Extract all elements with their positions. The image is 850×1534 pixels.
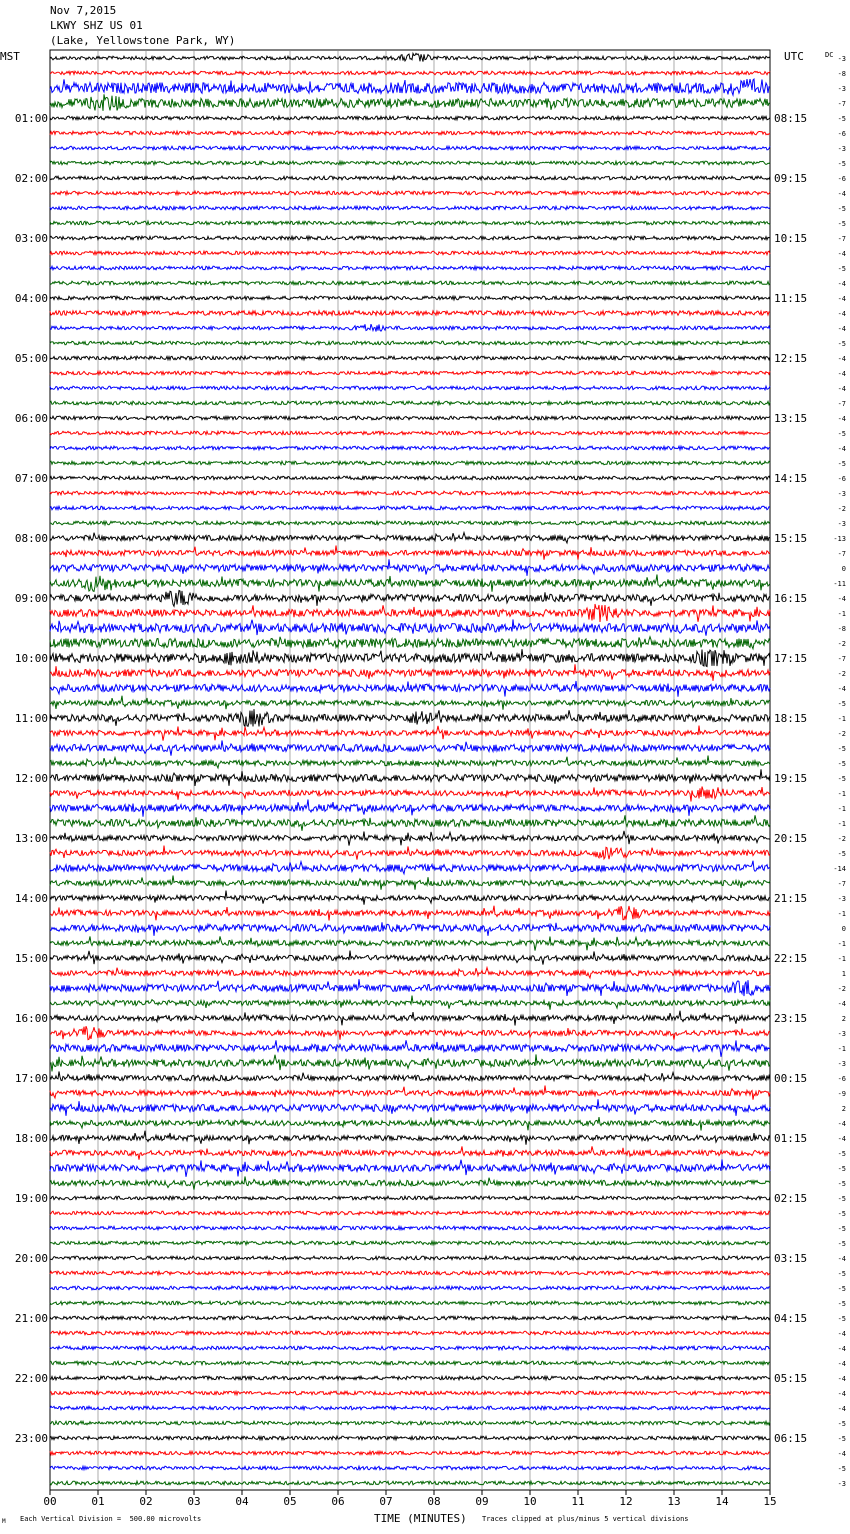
- trace-93: [50, 1451, 770, 1455]
- dc-offset-label: -2: [837, 730, 846, 738]
- x-tick-label: 07: [379, 1495, 393, 1508]
- dc-offset-label: -4: [837, 280, 846, 288]
- dc-offset-label: -7: [837, 655, 846, 663]
- trace-33: [50, 546, 770, 560]
- trace-8: [50, 176, 770, 180]
- dc-offset-label: -2: [837, 670, 846, 678]
- trace-66: [50, 1040, 770, 1057]
- right-hour-label: 09:15: [774, 172, 808, 185]
- dc-offset-label: -4: [837, 1255, 846, 1263]
- trace-13: [50, 251, 770, 255]
- dc-offset-label: -1: [837, 820, 846, 828]
- trace-83: [50, 1301, 770, 1305]
- right-hour-label: 10:15: [774, 232, 808, 245]
- trace-56: [50, 891, 770, 905]
- left-hour-label: 04:00: [14, 292, 48, 305]
- trace-9: [50, 191, 770, 195]
- dc-header-label: DC: [825, 51, 834, 59]
- trace-42: [50, 681, 770, 697]
- right-hour-label: 01:15: [774, 1132, 808, 1145]
- dc-offset-label: -1: [837, 715, 846, 723]
- right-hour-label: 11:15: [774, 292, 808, 305]
- trace-16: [50, 296, 770, 300]
- dc-offset-label: -4: [837, 295, 846, 303]
- right-hour-label: 05:15: [774, 1372, 808, 1385]
- trace-36: [50, 591, 770, 607]
- trace-12: [50, 236, 770, 240]
- dc-offset-label: -3: [837, 145, 846, 153]
- dc-offset-label: -5: [837, 1195, 846, 1203]
- trace-38: [50, 619, 770, 635]
- x-tick-label: 04: [235, 1495, 249, 1508]
- left-hour-label: 06:00: [14, 412, 48, 425]
- trace-57: [50, 906, 770, 921]
- x-tick-label: 13: [667, 1495, 681, 1508]
- trace-85: [50, 1331, 770, 1335]
- dc-offset-label: -5: [837, 1300, 846, 1308]
- trace-19: [50, 341, 770, 345]
- trace-67: [50, 1054, 770, 1071]
- dc-offset-label: -2: [837, 640, 846, 648]
- trace-75: [50, 1177, 770, 1190]
- dc-offset-label: -3: [837, 520, 846, 528]
- x-tick-label: 15: [763, 1495, 777, 1508]
- dc-offset-label: 0: [841, 565, 846, 573]
- date-label: Nov 7,2015: [50, 4, 117, 17]
- trace-5: [50, 131, 770, 135]
- trace-61: [50, 968, 770, 978]
- right-hour-label: 12:15: [774, 352, 808, 365]
- trace-90: [50, 1406, 770, 1410]
- dc-offset-label: -4: [837, 370, 846, 378]
- dc-offset-label: -5: [837, 115, 846, 123]
- dc-offset-label: -5: [837, 1165, 846, 1173]
- trace-39: [50, 637, 770, 649]
- dc-offset-label: -4: [837, 385, 846, 393]
- dc-offset-label: -4: [837, 250, 846, 258]
- trace-26: [50, 446, 770, 450]
- right-hour-label: 02:15: [774, 1192, 808, 1205]
- trace-30: [50, 506, 770, 510]
- left-hour-label: 05:00: [14, 352, 48, 365]
- trace-72: [50, 1131, 770, 1145]
- dc-offset-label: -9: [837, 1090, 846, 1098]
- dc-offset-label: -2: [837, 505, 846, 513]
- trace-71: [50, 1117, 770, 1130]
- trace-35: [50, 575, 770, 592]
- dc-offset-label: -4: [837, 190, 846, 198]
- trace-7: [50, 161, 770, 165]
- trace-94: [50, 1466, 770, 1470]
- dc-offset-label: -5: [837, 1270, 846, 1278]
- dc-offset-label: -5: [837, 1285, 846, 1293]
- right-hour-label: 20:15: [774, 832, 808, 845]
- trace-88: [50, 1376, 770, 1380]
- left-hour-label: 19:00: [14, 1192, 48, 1205]
- right-hour-label: 06:15: [774, 1432, 808, 1445]
- dc-offset-label: -4: [837, 1135, 846, 1143]
- trace-69: [50, 1086, 770, 1100]
- left-hour-label: 15:00: [14, 952, 48, 965]
- dc-offset-label: -5: [837, 220, 846, 228]
- trace-91: [50, 1421, 770, 1425]
- trace-74: [50, 1159, 770, 1176]
- left-hour-label: 18:00: [14, 1132, 48, 1145]
- x-tick-label: 14: [715, 1495, 729, 1508]
- x-tick-label: 11: [571, 1495, 585, 1508]
- dc-offset-label: -3: [837, 1480, 846, 1488]
- left-hour-label: 07:00: [14, 472, 48, 485]
- dc-offset-label: -13: [833, 535, 846, 543]
- trace-60: [50, 951, 770, 965]
- right-hour-label: 15:15: [774, 532, 808, 545]
- right-hour-label: 03:15: [774, 1252, 808, 1265]
- left-hour-label: 20:00: [14, 1252, 48, 1265]
- dc-offset-label: -4: [837, 685, 846, 693]
- dc-offset-label: -1: [837, 910, 846, 918]
- dc-offset-label: -1: [837, 1045, 846, 1053]
- dc-offset-label: -4: [837, 1120, 846, 1128]
- x-tick-label: 09: [475, 1495, 489, 1508]
- dc-offset-label: -5: [837, 460, 846, 468]
- x-axis-label: TIME (MINUTES): [374, 1512, 467, 1525]
- dc-offset-label: -4: [837, 595, 846, 603]
- dc-offset-label: -5: [837, 850, 846, 858]
- trace-17: [50, 311, 770, 315]
- clip-note: Traces clipped at plus/minus 5 vertical divisions: [482, 1515, 689, 1523]
- trace-77: [50, 1211, 770, 1215]
- trace-11: [50, 221, 770, 225]
- dc-offset-label: -3: [837, 490, 846, 498]
- x-tick-label: 00: [43, 1495, 57, 1508]
- right-hour-label: 16:15: [774, 592, 808, 605]
- trace-45: [50, 726, 770, 741]
- x-tick-label: 05: [283, 1495, 297, 1508]
- right-hour-label: 14:15: [774, 472, 808, 485]
- x-tick-label: 10: [523, 1495, 537, 1508]
- left-timezone-label: MST: [0, 50, 20, 63]
- dc-offset-label: -4: [837, 1405, 846, 1413]
- dc-offset-label: -1: [837, 805, 846, 813]
- dc-offset-label: -5: [837, 745, 846, 753]
- dc-offset-label: -5: [837, 700, 846, 708]
- location-label: (Lake, Yellowstone Park, WY): [50, 34, 236, 47]
- x-tick-label: 01: [91, 1495, 105, 1508]
- left-hour-label: 22:00: [14, 1372, 48, 1385]
- trace-3: [50, 94, 770, 111]
- dc-offset-label: -7: [837, 100, 846, 108]
- dc-offset-label: -4: [837, 415, 846, 423]
- trace-29: [50, 491, 770, 495]
- dc-offset-label: -6: [837, 130, 846, 138]
- trace-31: [50, 521, 770, 525]
- trace-81: [50, 1271, 770, 1275]
- dc-offset-label: -7: [837, 235, 846, 243]
- dc-offset-label: 0: [841, 925, 846, 933]
- trace-70: [50, 1099, 770, 1116]
- trace-73: [50, 1146, 770, 1159]
- trace-32: [50, 533, 770, 543]
- right-hour-label: 13:15: [774, 412, 808, 425]
- dc-offset-label: -4: [837, 445, 846, 453]
- trace-68: [50, 1072, 770, 1081]
- trace-63: [50, 996, 770, 1010]
- trace-78: [50, 1226, 770, 1230]
- dc-offset-label: -5: [837, 1435, 846, 1443]
- trace-28: [50, 476, 770, 480]
- trace-44: [50, 709, 770, 726]
- x-tick-label: 12: [619, 1495, 633, 1508]
- trace-22: [50, 386, 770, 390]
- trace-1: [50, 71, 770, 75]
- trace-47: [50, 756, 770, 769]
- trace-0: [50, 53, 770, 61]
- x-tick-label: 03: [187, 1495, 201, 1508]
- dc-offset-label: -4: [837, 310, 846, 318]
- trace-84: [50, 1316, 770, 1320]
- dc-offset-label: -1: [837, 955, 846, 963]
- right-hour-label: 21:15: [774, 892, 808, 905]
- dc-offset-label: 2: [841, 1105, 846, 1113]
- dc-offset-label: -1: [837, 790, 846, 798]
- left-hour-label: 02:00: [14, 172, 48, 185]
- right-hour-label: 04:15: [774, 1312, 808, 1325]
- dc-offset-label: -4: [837, 355, 846, 363]
- trace-46: [50, 740, 770, 755]
- trace-21: [50, 371, 770, 375]
- dc-offset-label: -7: [837, 400, 846, 408]
- dc-offset-label: -2: [837, 985, 846, 993]
- dc-offset-label: -5: [837, 760, 846, 768]
- trace-86: [50, 1346, 770, 1350]
- x-tick-label: 06: [331, 1495, 345, 1508]
- dc-offset-label: -4: [837, 1330, 846, 1338]
- trace-40: [50, 649, 770, 666]
- dc-offset-label: -5: [837, 1240, 846, 1248]
- trace-6: [50, 146, 770, 150]
- trace-25: [50, 431, 770, 435]
- dc-offset-label: -5: [837, 1225, 846, 1233]
- trace-4: [50, 116, 770, 120]
- trace-52: [50, 831, 770, 846]
- dc-offset-label: -5: [837, 265, 846, 273]
- right-hour-label: 18:15: [774, 712, 808, 725]
- left-hour-label: 01:00: [14, 112, 48, 125]
- dc-offset-label: -5: [837, 430, 846, 438]
- corner-mark: M: [2, 1518, 6, 1525]
- dc-offset-label: -5: [837, 1465, 846, 1473]
- dc-offset-label: 2: [841, 1015, 846, 1023]
- trace-2: [50, 79, 770, 95]
- right-timezone-label: UTC: [784, 50, 804, 63]
- dc-offset-label: -4: [837, 325, 846, 333]
- dc-offset-label: -5: [837, 340, 846, 348]
- dc-offset-label: -3: [837, 1030, 846, 1038]
- left-hour-label: 17:00: [14, 1072, 48, 1085]
- dc-offset-label: -6: [837, 1075, 846, 1083]
- left-hour-label: 03:00: [14, 232, 48, 245]
- dc-offset-label: -6: [837, 475, 846, 483]
- trace-43: [50, 696, 770, 710]
- dc-offset-label: 1: [841, 970, 846, 978]
- dc-offset-label: -6: [837, 175, 846, 183]
- trace-76: [50, 1196, 770, 1200]
- trace-49: [50, 787, 770, 802]
- trace-20: [50, 356, 770, 360]
- left-hour-label: 11:00: [14, 712, 48, 725]
- left-hour-label: 09:00: [14, 592, 48, 605]
- trace-53: [50, 846, 770, 860]
- dc-offset-label: -11: [833, 580, 846, 588]
- left-hour-label: 14:00: [14, 892, 48, 905]
- right-hour-label: 23:15: [774, 1012, 808, 1025]
- dc-offset-label: -4: [837, 1345, 846, 1353]
- trace-14: [50, 266, 770, 270]
- dc-offset-label: -3: [837, 895, 846, 903]
- left-hour-label: 12:00: [14, 772, 48, 785]
- trace-41: [50, 664, 770, 681]
- right-hour-label: 19:15: [774, 772, 808, 785]
- dc-offset-label: -4: [837, 1375, 846, 1383]
- dc-offset-label: -5: [837, 1420, 846, 1428]
- trace-59: [50, 936, 770, 950]
- dc-offset-label: -3: [837, 55, 846, 63]
- right-hour-label: 00:15: [774, 1072, 808, 1085]
- trace-92: [50, 1436, 770, 1440]
- right-hour-label: 22:15: [774, 952, 808, 965]
- dc-offset-label: -5: [837, 160, 846, 168]
- dc-offset-label: -8: [837, 70, 846, 78]
- dc-offset-label: -8: [837, 625, 846, 633]
- trace-51: [50, 815, 770, 831]
- trace-50: [50, 800, 770, 817]
- trace-80: [50, 1256, 770, 1260]
- trace-23: [50, 401, 770, 405]
- trace-62: [50, 979, 770, 996]
- dc-offset-label: -1: [837, 940, 846, 948]
- dc-offset-label: -4: [837, 1000, 846, 1008]
- left-hour-label: 16:00: [14, 1012, 48, 1025]
- dc-offset-label: -7: [837, 880, 846, 888]
- trace-79: [50, 1241, 770, 1245]
- dc-offset-label: -4: [837, 1450, 846, 1458]
- right-hour-label: 08:15: [774, 112, 808, 125]
- dc-offset-label: -7: [837, 550, 846, 558]
- scale-note: Each Vertical Division = 500.00 microvolts: [20, 1515, 202, 1523]
- trace-18: [50, 324, 770, 331]
- trace-15: [50, 281, 770, 285]
- left-hour-label: 10:00: [14, 652, 48, 665]
- trace-24: [50, 416, 770, 420]
- trace-34: [50, 559, 770, 576]
- trace-87: [50, 1361, 770, 1365]
- left-hour-label: 13:00: [14, 832, 48, 845]
- trace-27: [50, 461, 770, 465]
- dc-offset-label: -5: [837, 205, 846, 213]
- trace-54: [50, 861, 770, 874]
- right-hour-label: 17:15: [774, 652, 808, 665]
- station-label: LKWY SHZ US 01: [50, 19, 143, 32]
- dc-offset-label: -5: [837, 1315, 846, 1323]
- x-tick-label: 08: [427, 1495, 441, 1508]
- trace-89: [50, 1391, 770, 1395]
- dc-offset-label: -5: [837, 1210, 846, 1218]
- trace-55: [50, 876, 770, 890]
- dc-offset-label: -4: [837, 1360, 846, 1368]
- dc-offset-label: -1: [837, 610, 846, 618]
- dc-offset-label: -5: [837, 1180, 846, 1188]
- dc-offset-label: -4: [837, 1390, 846, 1398]
- dc-offset-label: -14: [833, 865, 846, 873]
- dc-offset-label: -2: [837, 835, 846, 843]
- trace-48: [50, 769, 770, 786]
- dc-offset-label: -3: [837, 1060, 846, 1068]
- left-hour-label: 23:00: [14, 1432, 48, 1445]
- left-hour-label: 21:00: [14, 1312, 48, 1325]
- trace-65: [50, 1026, 770, 1040]
- dc-offset-label: -3: [837, 85, 846, 93]
- x-tick-label: 02: [139, 1495, 153, 1508]
- trace-82: [50, 1286, 770, 1290]
- trace-10: [50, 206, 770, 210]
- trace-58: [50, 922, 770, 936]
- trace-95: [50, 1481, 770, 1485]
- dc-offset-label: -5: [837, 1150, 846, 1158]
- trace-37: [50, 604, 770, 622]
- dc-offset-label: -5: [837, 775, 846, 783]
- trace-64: [50, 1011, 770, 1026]
- left-hour-label: 08:00: [14, 532, 48, 545]
